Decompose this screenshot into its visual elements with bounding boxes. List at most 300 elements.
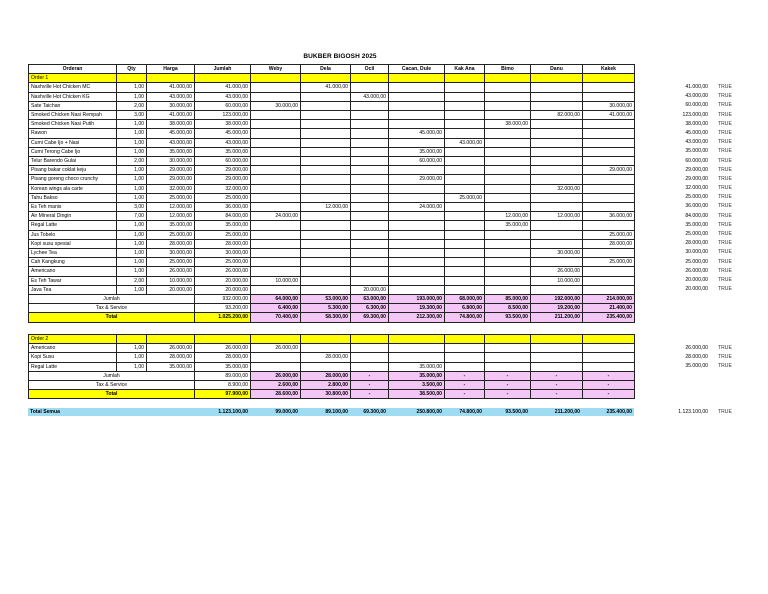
summary-cell[interactable]: 8.900,00 bbox=[195, 381, 251, 390]
cell[interactable] bbox=[531, 74, 583, 83]
cell[interactable] bbox=[351, 335, 389, 344]
value-cell[interactable]: 30.000,00 bbox=[147, 101, 195, 110]
value-cell[interactable] bbox=[445, 230, 485, 239]
value-cell[interactable] bbox=[351, 212, 389, 221]
value-cell[interactable] bbox=[301, 101, 351, 110]
value-cell[interactable] bbox=[485, 138, 531, 147]
value-cell[interactable] bbox=[251, 353, 301, 362]
value-cell[interactable]: 25.000,00 bbox=[147, 193, 195, 202]
summary-cell[interactable]: 53.000,00 bbox=[301, 295, 351, 304]
value-cell[interactable] bbox=[301, 147, 351, 156]
value-cell[interactable]: 30.000,00 bbox=[147, 157, 195, 166]
item-name-cell[interactable]: Kopi Susu bbox=[29, 353, 117, 362]
value-cell[interactable] bbox=[445, 92, 485, 101]
summary-cell[interactable]: - bbox=[583, 390, 635, 399]
value-cell[interactable]: 25.000,00 bbox=[445, 193, 485, 202]
value-cell[interactable]: 12.000,00 bbox=[147, 212, 195, 221]
value-cell[interactable]: 1,00 bbox=[117, 193, 147, 202]
value-cell[interactable] bbox=[445, 203, 485, 212]
value-cell[interactable] bbox=[485, 258, 531, 267]
value-cell[interactable]: 25.000,00 bbox=[147, 258, 195, 267]
value-cell[interactable]: 38.000,00 bbox=[195, 120, 251, 129]
grand-total-cell[interactable]: 89.100,00 bbox=[300, 408, 350, 416]
value-cell[interactable]: 43.000,00 bbox=[195, 92, 251, 101]
cell[interactable] bbox=[195, 74, 251, 83]
value-cell[interactable] bbox=[389, 276, 445, 285]
value-cell[interactable] bbox=[351, 184, 389, 193]
check-value[interactable]: 25.000,00 bbox=[685, 258, 708, 265]
check-flag[interactable]: TRUE bbox=[718, 111, 732, 118]
value-cell[interactable] bbox=[485, 239, 531, 248]
item-name-cell[interactable]: Pisang goreng choco crunchy bbox=[29, 175, 117, 184]
cell[interactable] bbox=[485, 335, 531, 344]
check-value[interactable]: 28.000,00 bbox=[685, 240, 708, 247]
summary-cell[interactable]: 74.800,00 bbox=[445, 313, 485, 322]
value-cell[interactable] bbox=[583, 221, 635, 230]
value-cell[interactable] bbox=[531, 285, 583, 294]
check-value[interactable]: 84.000,00 bbox=[685, 212, 708, 219]
item-name-cell[interactable]: Jus Tobelo bbox=[29, 230, 117, 239]
value-cell[interactable] bbox=[251, 193, 301, 202]
value-cell[interactable] bbox=[445, 212, 485, 221]
value-cell[interactable]: 41.000,00 bbox=[301, 83, 351, 92]
value-cell[interactable] bbox=[485, 166, 531, 175]
value-cell[interactable] bbox=[251, 138, 301, 147]
value-cell[interactable] bbox=[583, 285, 635, 294]
summary-cell[interactable]: 64.000,00 bbox=[251, 295, 301, 304]
value-cell[interactable] bbox=[389, 285, 445, 294]
value-cell[interactable]: 45.000,00 bbox=[389, 129, 445, 138]
value-cell[interactable] bbox=[251, 129, 301, 138]
value-cell[interactable]: 7,00 bbox=[117, 212, 147, 221]
item-name-cell[interactable]: Smoked Chicken Nasi Rempah bbox=[29, 111, 117, 120]
value-cell[interactable]: 35.000,00 bbox=[147, 221, 195, 230]
value-cell[interactable] bbox=[251, 92, 301, 101]
summary-cell[interactable]: 6.400,00 bbox=[251, 304, 301, 313]
value-cell[interactable] bbox=[531, 138, 583, 147]
value-cell[interactable] bbox=[351, 344, 389, 353]
value-cell[interactable] bbox=[301, 221, 351, 230]
summary-cell[interactable]: 21.400,00 bbox=[583, 304, 635, 313]
value-cell[interactable]: 28.000,00 bbox=[195, 239, 251, 248]
value-cell[interactable]: 43.000,00 bbox=[445, 138, 485, 147]
value-cell[interactable]: 35.000,00 bbox=[389, 362, 445, 371]
value-cell[interactable] bbox=[445, 147, 485, 156]
summary-cell[interactable]: - bbox=[485, 390, 531, 399]
value-cell[interactable] bbox=[351, 129, 389, 138]
value-cell[interactable] bbox=[485, 249, 531, 258]
value-cell[interactable] bbox=[531, 230, 583, 239]
value-cell[interactable]: 43.000,00 bbox=[351, 92, 389, 101]
value-cell[interactable] bbox=[485, 184, 531, 193]
value-cell[interactable]: 2,00 bbox=[117, 276, 147, 285]
value-cell[interactable] bbox=[583, 147, 635, 156]
value-cell[interactable] bbox=[351, 83, 389, 92]
value-cell[interactable]: 1,00 bbox=[117, 175, 147, 184]
value-cell[interactable] bbox=[445, 83, 485, 92]
item-name-cell[interactable]: Es Teh Tawar bbox=[29, 276, 117, 285]
value-cell[interactable]: 12.000,00 bbox=[301, 203, 351, 212]
value-cell[interactable]: 38.000,00 bbox=[147, 120, 195, 129]
check-flag[interactable]: TRUE bbox=[718, 194, 732, 201]
value-cell[interactable] bbox=[251, 83, 301, 92]
value-cell[interactable]: 30.000,00 bbox=[147, 249, 195, 258]
value-cell[interactable] bbox=[485, 344, 531, 353]
value-cell[interactable] bbox=[531, 193, 583, 202]
cell[interactable] bbox=[117, 74, 147, 83]
value-cell[interactable] bbox=[251, 184, 301, 193]
value-cell[interactable]: 1,00 bbox=[117, 267, 147, 276]
value-cell[interactable]: 29.000,00 bbox=[583, 166, 635, 175]
value-cell[interactable] bbox=[389, 120, 445, 129]
value-cell[interactable]: 29.000,00 bbox=[195, 166, 251, 175]
value-cell[interactable] bbox=[389, 239, 445, 248]
value-cell[interactable] bbox=[445, 184, 485, 193]
value-cell[interactable] bbox=[389, 92, 445, 101]
value-cell[interactable] bbox=[301, 267, 351, 276]
check-flag[interactable]: TRUE bbox=[718, 354, 732, 361]
value-cell[interactable]: 28.000,00 bbox=[147, 239, 195, 248]
value-cell[interactable] bbox=[301, 120, 351, 129]
value-cell[interactable]: 1,00 bbox=[117, 92, 147, 101]
value-cell[interactable]: 41.000,00 bbox=[147, 111, 195, 120]
value-cell[interactable]: 10.000,00 bbox=[531, 276, 583, 285]
value-cell[interactable]: 1,00 bbox=[117, 249, 147, 258]
summary-cell[interactable]: 6.300,00 bbox=[351, 304, 389, 313]
value-cell[interactable]: 12.000,00 bbox=[531, 212, 583, 221]
value-cell[interactable] bbox=[445, 258, 485, 267]
value-cell[interactable] bbox=[389, 184, 445, 193]
value-cell[interactable] bbox=[583, 83, 635, 92]
check-value[interactable]: 45.000,00 bbox=[685, 129, 708, 136]
item-name-cell[interactable]: Regal Latte bbox=[29, 362, 117, 371]
summary-cell[interactable]: - bbox=[445, 381, 485, 390]
cell[interactable] bbox=[195, 335, 251, 344]
check-flag[interactable]: TRUE bbox=[718, 212, 732, 219]
check-flag[interactable]: TRUE bbox=[718, 185, 732, 192]
value-cell[interactable]: 123.000,00 bbox=[195, 111, 251, 120]
value-cell[interactable] bbox=[485, 129, 531, 138]
item-name-cell[interactable]: Nashville Hot Chicken MC bbox=[29, 83, 117, 92]
value-cell[interactable]: 12.000,00 bbox=[147, 203, 195, 212]
item-name-cell[interactable]: Sate Taichan bbox=[29, 101, 117, 110]
value-cell[interactable]: 1,00 bbox=[117, 239, 147, 248]
item-name-cell[interactable]: Lychee Tea bbox=[29, 249, 117, 258]
value-cell[interactable] bbox=[389, 249, 445, 258]
grand-total-cell[interactable]: 1.123.100,00 bbox=[194, 408, 250, 416]
value-cell[interactable] bbox=[351, 203, 389, 212]
value-cell[interactable] bbox=[351, 175, 389, 184]
value-cell[interactable] bbox=[445, 276, 485, 285]
grand-total-cell[interactable]: 74.800,00 bbox=[444, 408, 484, 416]
value-cell[interactable]: 1,00 bbox=[117, 344, 147, 353]
value-cell[interactable] bbox=[485, 101, 531, 110]
value-cell[interactable] bbox=[583, 129, 635, 138]
cell[interactable] bbox=[251, 74, 301, 83]
item-name-cell[interactable]: Pisang bakar coklat keju bbox=[29, 166, 117, 175]
check-value[interactable]: 36.000,00 bbox=[685, 203, 708, 210]
check-flag[interactable]: TRUE bbox=[718, 129, 732, 136]
summary-cell[interactable]: 214.000,00 bbox=[583, 295, 635, 304]
summary-cell[interactable]: 85.000,00 bbox=[485, 295, 531, 304]
value-cell[interactable]: 30.000,00 bbox=[195, 249, 251, 258]
value-cell[interactable]: 25.000,00 bbox=[195, 258, 251, 267]
check-value[interactable]: 123.000,00 bbox=[682, 111, 708, 118]
value-cell[interactable]: 35.000,00 bbox=[485, 221, 531, 230]
summary-cell[interactable]: 19.200,00 bbox=[531, 304, 583, 313]
value-cell[interactable] bbox=[301, 362, 351, 371]
grand-total-cell[interactable]: 250.800,00 bbox=[388, 408, 444, 416]
value-cell[interactable] bbox=[531, 221, 583, 230]
value-cell[interactable]: 38.000,00 bbox=[485, 120, 531, 129]
item-name-cell[interactable]: Smoked Chicken Nasi Putih bbox=[29, 120, 117, 129]
value-cell[interactable] bbox=[531, 239, 583, 248]
value-cell[interactable]: 26.000,00 bbox=[195, 344, 251, 353]
value-cell[interactable] bbox=[251, 203, 301, 212]
value-cell[interactable] bbox=[485, 83, 531, 92]
summary-cell[interactable]: 69.300,00 bbox=[351, 313, 389, 322]
value-cell[interactable] bbox=[445, 285, 485, 294]
item-name-cell[interactable]: Tahu Bakso bbox=[29, 193, 117, 202]
value-cell[interactable]: 35.000,00 bbox=[147, 362, 195, 371]
item-name-cell[interactable]: Air Mineral Dingin bbox=[29, 212, 117, 221]
value-cell[interactable] bbox=[351, 193, 389, 202]
value-cell[interactable]: 25.000,00 bbox=[583, 230, 635, 239]
value-cell[interactable] bbox=[351, 166, 389, 175]
value-cell[interactable]: 1,00 bbox=[117, 138, 147, 147]
cell[interactable] bbox=[389, 74, 445, 83]
summary-cell[interactable]: - bbox=[351, 381, 389, 390]
value-cell[interactable] bbox=[445, 221, 485, 230]
value-cell[interactable] bbox=[583, 276, 635, 285]
check-value[interactable]: 20.000,00 bbox=[685, 286, 708, 293]
value-cell[interactable]: 45.000,00 bbox=[147, 129, 195, 138]
value-cell[interactable] bbox=[485, 157, 531, 166]
value-cell[interactable] bbox=[389, 101, 445, 110]
value-cell[interactable]: 20.000,00 bbox=[195, 276, 251, 285]
value-cell[interactable] bbox=[251, 221, 301, 230]
value-cell[interactable] bbox=[301, 230, 351, 239]
value-cell[interactable]: 20.000,00 bbox=[195, 285, 251, 294]
value-cell[interactable] bbox=[583, 120, 635, 129]
summary-cell[interactable]: 70.400,00 bbox=[251, 313, 301, 322]
value-cell[interactable]: 1,00 bbox=[117, 285, 147, 294]
value-cell[interactable] bbox=[301, 138, 351, 147]
value-cell[interactable]: 1,00 bbox=[117, 221, 147, 230]
check-flag[interactable]: TRUE bbox=[718, 166, 732, 173]
check-flag[interactable]: TRUE bbox=[718, 93, 732, 100]
cell[interactable] bbox=[117, 335, 147, 344]
value-cell[interactable]: 32.000,00 bbox=[195, 184, 251, 193]
value-cell[interactable]: 30.000,00 bbox=[531, 249, 583, 258]
check-flag[interactable]: TRUE bbox=[718, 409, 732, 415]
value-cell[interactable] bbox=[485, 267, 531, 276]
check-value[interactable]: 30.000,00 bbox=[685, 249, 708, 256]
value-cell[interactable] bbox=[485, 203, 531, 212]
value-cell[interactable] bbox=[301, 166, 351, 175]
value-cell[interactable]: 25.000,00 bbox=[147, 230, 195, 239]
value-cell[interactable] bbox=[251, 166, 301, 175]
cell[interactable] bbox=[445, 335, 485, 344]
value-cell[interactable] bbox=[445, 353, 485, 362]
item-name-cell[interactable]: Nashville Hot Chicken KG bbox=[29, 92, 117, 101]
grand-total-cell[interactable]: 235.400,00 bbox=[582, 408, 634, 416]
value-cell[interactable] bbox=[251, 249, 301, 258]
check-value[interactable]: 35.000,00 bbox=[685, 363, 708, 370]
value-cell[interactable] bbox=[301, 344, 351, 353]
summary-cell[interactable]: 1.025.200,00 bbox=[195, 313, 251, 322]
value-cell[interactable] bbox=[251, 230, 301, 239]
value-cell[interactable] bbox=[251, 267, 301, 276]
check-value[interactable]: 29.000,00 bbox=[685, 175, 708, 182]
value-cell[interactable]: 41.000,00 bbox=[195, 83, 251, 92]
value-cell[interactable] bbox=[583, 353, 635, 362]
value-cell[interactable] bbox=[445, 267, 485, 276]
value-cell[interactable] bbox=[485, 362, 531, 371]
value-cell[interactable] bbox=[251, 111, 301, 120]
value-cell[interactable]: 36.000,00 bbox=[583, 212, 635, 221]
summary-cell[interactable]: 8.500,00 bbox=[485, 304, 531, 313]
value-cell[interactable] bbox=[351, 111, 389, 120]
grand-total-cell[interactable]: 93.500,00 bbox=[484, 408, 530, 416]
check-value[interactable]: 1.123.100,00 bbox=[678, 409, 708, 415]
value-cell[interactable] bbox=[445, 166, 485, 175]
value-cell[interactable] bbox=[531, 258, 583, 267]
item-name-cell[interactable]: Es Teh manis bbox=[29, 203, 117, 212]
value-cell[interactable] bbox=[531, 83, 583, 92]
value-cell[interactable] bbox=[485, 353, 531, 362]
value-cell[interactable] bbox=[531, 129, 583, 138]
check-flag[interactable]: TRUE bbox=[718, 258, 732, 265]
value-cell[interactable]: 35.000,00 bbox=[389, 147, 445, 156]
value-cell[interactable] bbox=[351, 239, 389, 248]
value-cell[interactable] bbox=[583, 138, 635, 147]
summary-cell[interactable]: 5.300,00 bbox=[301, 304, 351, 313]
value-cell[interactable]: 32.000,00 bbox=[531, 184, 583, 193]
value-cell[interactable] bbox=[531, 166, 583, 175]
check-flag[interactable]: TRUE bbox=[718, 286, 732, 293]
value-cell[interactable] bbox=[389, 344, 445, 353]
value-cell[interactable] bbox=[351, 221, 389, 230]
value-cell[interactable]: 35.000,00 bbox=[195, 362, 251, 371]
value-cell[interactable]: 24.000,00 bbox=[251, 212, 301, 221]
value-cell[interactable]: 26.000,00 bbox=[531, 267, 583, 276]
check-value[interactable]: 35.000,00 bbox=[685, 148, 708, 155]
value-cell[interactable] bbox=[445, 101, 485, 110]
value-cell[interactable]: 30.000,00 bbox=[583, 101, 635, 110]
check-flag[interactable]: TRUE bbox=[718, 276, 732, 283]
value-cell[interactable]: 29.000,00 bbox=[147, 175, 195, 184]
cell[interactable] bbox=[147, 74, 195, 83]
value-cell[interactable] bbox=[301, 285, 351, 294]
check-flag[interactable]: TRUE bbox=[718, 345, 732, 351]
value-cell[interactable]: 1,00 bbox=[117, 120, 147, 129]
cell[interactable] bbox=[301, 335, 351, 344]
value-cell[interactable] bbox=[445, 111, 485, 120]
value-cell[interactable] bbox=[251, 258, 301, 267]
check-value[interactable]: 60.000,00 bbox=[685, 102, 708, 109]
value-cell[interactable] bbox=[583, 92, 635, 101]
cell[interactable] bbox=[389, 335, 445, 344]
cell[interactable] bbox=[147, 335, 195, 344]
value-cell[interactable] bbox=[531, 92, 583, 101]
summary-cell[interactable]: - bbox=[445, 390, 485, 399]
value-cell[interactable] bbox=[389, 267, 445, 276]
value-cell[interactable]: 60.000,00 bbox=[195, 101, 251, 110]
value-cell[interactable] bbox=[485, 111, 531, 120]
value-cell[interactable]: 3,00 bbox=[117, 203, 147, 212]
summary-cell[interactable]: - bbox=[351, 390, 389, 399]
grand-total-cell[interactable]: 211.200,00 bbox=[530, 408, 582, 416]
summary-cell[interactable]: 38.500,00 bbox=[389, 390, 445, 399]
check-flag[interactable]: TRUE bbox=[718, 231, 732, 237]
value-cell[interactable] bbox=[301, 111, 351, 120]
value-cell[interactable]: 25.000,00 bbox=[583, 258, 635, 267]
value-cell[interactable]: 29.000,00 bbox=[389, 175, 445, 184]
value-cell[interactable] bbox=[485, 193, 531, 202]
item-name-cell[interactable]: Americano bbox=[29, 267, 117, 276]
value-cell[interactable]: 30.000,00 bbox=[251, 101, 301, 110]
summary-cell[interactable]: - bbox=[485, 381, 531, 390]
value-cell[interactable] bbox=[301, 129, 351, 138]
summary-cell[interactable]: - bbox=[445, 371, 485, 380]
value-cell[interactable] bbox=[389, 166, 445, 175]
cell[interactable] bbox=[583, 335, 635, 344]
summary-cell[interactable]: 93.200,00 bbox=[195, 304, 251, 313]
value-cell[interactable] bbox=[389, 258, 445, 267]
value-cell[interactable]: 1,00 bbox=[117, 83, 147, 92]
check-flag[interactable]: TRUE bbox=[718, 203, 732, 210]
value-cell[interactable]: 10.000,00 bbox=[251, 276, 301, 285]
summary-cell[interactable]: - bbox=[583, 381, 635, 390]
summary-cell[interactable]: 89.000,00 bbox=[195, 371, 251, 380]
grand-total-cell[interactable]: 69.300,00 bbox=[350, 408, 388, 416]
check-flag[interactable]: TRUE bbox=[718, 139, 732, 146]
value-cell[interactable]: 60.000,00 bbox=[195, 157, 251, 166]
value-cell[interactable] bbox=[351, 353, 389, 362]
check-flag[interactable]: TRUE bbox=[718, 157, 732, 164]
value-cell[interactable] bbox=[389, 111, 445, 120]
value-cell[interactable]: 28.000,00 bbox=[147, 353, 195, 362]
value-cell[interactable]: 29.000,00 bbox=[147, 166, 195, 175]
value-cell[interactable] bbox=[251, 285, 301, 294]
value-cell[interactable] bbox=[389, 138, 445, 147]
value-cell[interactable] bbox=[301, 276, 351, 285]
value-cell[interactable]: 25.000,00 bbox=[195, 230, 251, 239]
value-cell[interactable] bbox=[351, 101, 389, 110]
check-value[interactable]: 26.000,00 bbox=[685, 345, 708, 351]
value-cell[interactable]: 60.000,00 bbox=[389, 157, 445, 166]
value-cell[interactable] bbox=[351, 249, 389, 258]
value-cell[interactable] bbox=[351, 120, 389, 129]
value-cell[interactable]: 2,00 bbox=[117, 101, 147, 110]
value-cell[interactable] bbox=[445, 120, 485, 129]
check-value[interactable]: 25.000,00 bbox=[685, 194, 708, 201]
value-cell[interactable] bbox=[251, 175, 301, 184]
value-cell[interactable] bbox=[301, 193, 351, 202]
item-name-cell[interactable]: Kopi susu spesial bbox=[29, 239, 117, 248]
value-cell[interactable]: 29.000,00 bbox=[195, 175, 251, 184]
summary-cell[interactable]: - bbox=[531, 371, 583, 380]
value-cell[interactable] bbox=[445, 344, 485, 353]
value-cell[interactable] bbox=[301, 92, 351, 101]
value-cell[interactable]: 1,00 bbox=[117, 166, 147, 175]
value-cell[interactable] bbox=[583, 175, 635, 184]
value-cell[interactable] bbox=[485, 285, 531, 294]
item-name-cell[interactable]: Java Tea bbox=[29, 285, 117, 294]
cell[interactable] bbox=[445, 74, 485, 83]
summary-cell[interactable]: 2.800,00 bbox=[301, 381, 351, 390]
